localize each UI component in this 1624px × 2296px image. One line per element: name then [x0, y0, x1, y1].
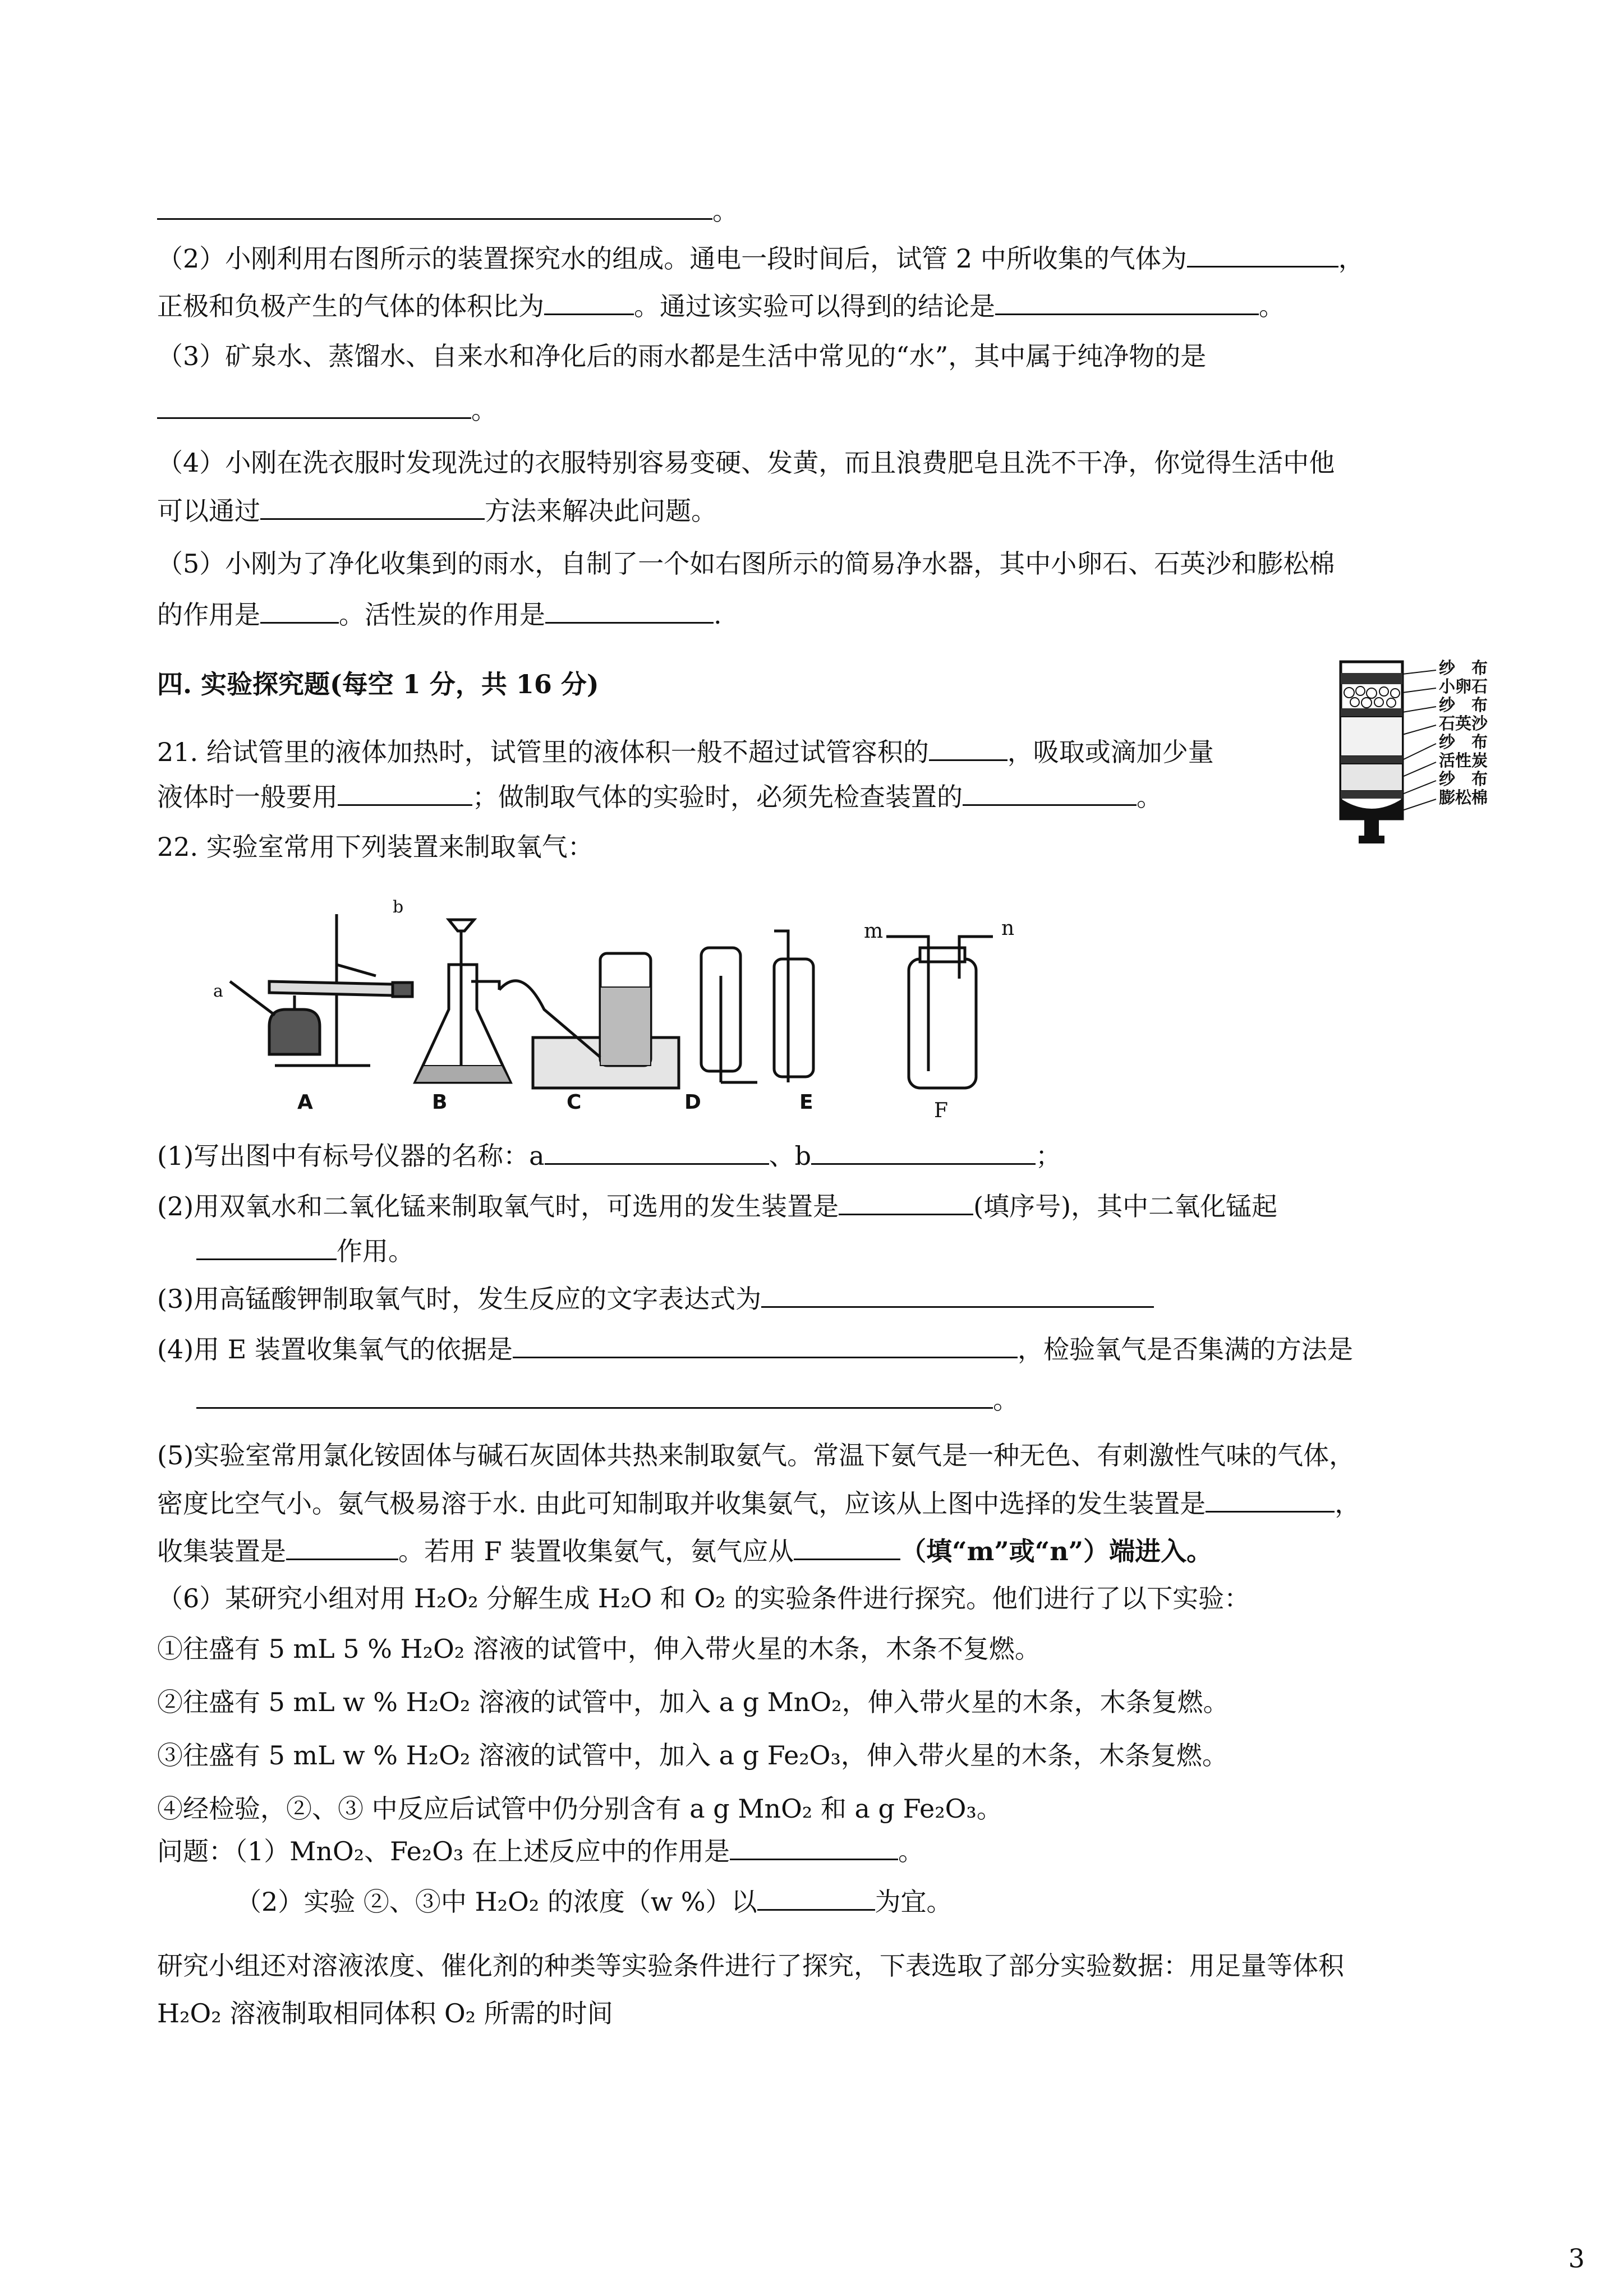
punct: ， [1338, 243, 1364, 274]
question-text: (1)写出图中有标号仪器的名称：a [157, 1141, 545, 1171]
experiment-text: ②往盛有 5 mL w % H₂O₂ 溶液的试管中，加入 a g MnO₂，伸入带火星的木条，木条复燃。 [157, 1687, 1229, 1717]
question-text: 为宜。 [875, 1887, 953, 1917]
mark-a-label: a [213, 981, 223, 1001]
research-line1 [157, 1949, 1344, 1983]
answer-blank[interactable] [811, 1138, 1036, 1165]
answer-blank[interactable] [1206, 1486, 1335, 1513]
question-text: 可以通过 [157, 496, 260, 526]
answer-blank[interactable] [544, 289, 634, 315]
punct: 。 [712, 196, 738, 226]
apparatus-figure [208, 897, 1116, 1133]
q21-line1 [157, 735, 1214, 769]
question-text: 。活性炭的作用是 [339, 600, 545, 630]
q20-part3-line1 [157, 339, 1206, 373]
apparatus-label-A: A [297, 1091, 313, 1114]
mark-b-label: b [393, 897, 404, 917]
answer-blank[interactable] [545, 597, 714, 624]
q20-part2-line2 [157, 289, 1285, 323]
question-text: 的作用是 [157, 600, 260, 630]
question-text: 问题：（1）MnO₂、Fe₂O₃ 在上述反应中的作用是 [157, 1836, 730, 1866]
q20-part5-line2 [157, 597, 722, 631]
punct: 。 [898, 1836, 924, 1866]
answer-blank[interactable] [157, 393, 471, 419]
question-text: ，吸取或滴加少量 [1007, 737, 1214, 767]
filter-label: 纱 布 [1439, 695, 1488, 714]
answer-blank[interactable] [730, 1834, 898, 1860]
punct: ； [1036, 1141, 1062, 1171]
q22-part4-line2 [196, 1382, 1019, 1417]
apparatus-drawing [208, 897, 1116, 1133]
filter-label: 纱 布 [1439, 732, 1488, 751]
filter-label: 小卵石 [1439, 677, 1488, 696]
answer-blank[interactable] [157, 193, 712, 220]
question-text: （填“m”或“n”）端进入。 [900, 1536, 1213, 1566]
experiment-3 [157, 1739, 1228, 1772]
question-text: （5）小刚为了净化收集到的雨水，自制了一个如右图所示的简易净水器，其中小卵石、石英沙和膨松棉 [157, 548, 1335, 579]
question-text: (4)用 E 装置收集氧气的依据是 [157, 1334, 513, 1364]
answer-blank[interactable] [757, 1884, 875, 1911]
filter-label-list [1439, 659, 1488, 807]
question-text: （2）实验 ②、③中 H₂O₂ 的浓度（w %）以 [236, 1887, 757, 1917]
answer-blank[interactable] [963, 780, 1137, 806]
question-text: （2）小刚利用右图所示的装置探究水的组成。通电一段时间后，试管 2 中所收集的气体为 [157, 243, 1187, 274]
paragraph-text: 研究小组还对溶液浓度、催化剂的种类等实验条件进行了探究，下表选取了部分实验数据：用足量等体积 [157, 1951, 1344, 1981]
question-text: 液体时一般要用 [157, 782, 338, 812]
apparatus-label-C: C [567, 1091, 582, 1114]
answer-blank[interactable] [286, 1534, 398, 1560]
experiment-text: ③往盛有 5 mL w % H₂O₂ 溶液的试管中，加入 a g Fe₂O₃，伸入带火星的木条，木条复燃。 [157, 1740, 1228, 1771]
section-title-text: 四. 实验探究题(每空 1 分，共 16 分) [157, 669, 599, 699]
q20-part4-line2 [157, 494, 717, 528]
q22-part5-line2 [157, 1486, 1360, 1520]
q20-part3-line2 [157, 393, 497, 427]
answer-blank[interactable] [196, 1234, 337, 1260]
q22-part2-line1 [157, 1189, 1277, 1223]
question-text: 、b [769, 1141, 812, 1171]
question-text: （4）小刚在洗衣服时发现洗过的衣服特别容易变硬、发黄，而且浪费肥皂且洗不干净，你觉得生活中他 [157, 448, 1335, 478]
question-text: 作用。 [337, 1236, 414, 1266]
question-text: 收集装置是 [157, 1536, 286, 1566]
question-text: 22. 实验室常用下列装置来制取氧气： [157, 832, 594, 862]
question-text: （6）某研究小组对用 H₂O₂ 分解生成 H₂O 和 O₂ 的实验条件进行探究。他们进行了以下实验： [157, 1583, 1250, 1613]
q22-part4-line1 [157, 1332, 1353, 1366]
question-text: 21. 给试管里的液体加热时，试管里的液体积一般不超过试管容积的 [157, 737, 929, 767]
punct: 。 [993, 1385, 1019, 1415]
filter-label: 纱 布 [1439, 658, 1488, 677]
question-text: (填序号)，其中二氧化锰起 [973, 1191, 1278, 1221]
page-number: 3 [1568, 2243, 1585, 2274]
question-text: (5)实验室常用氯化铵固体与碱石灰固体共热来制取氨气。常温下氨气是一种无色、有刺激性气味的气体， [157, 1440, 1355, 1470]
q22-part1 [157, 1138, 1061, 1173]
section-title [157, 667, 599, 701]
mark-m-label: m [864, 920, 884, 943]
question-b [236, 1884, 953, 1919]
paragraph-text: H₂O₂ 溶液制取相同体积 O₂ 所需的时间 [157, 1998, 613, 2028]
q22-part5-line1 [157, 1439, 1355, 1472]
answer-blank[interactable] [761, 1281, 1154, 1308]
answer-blank[interactable] [1187, 241, 1338, 268]
apparatus-label-B: B [432, 1091, 448, 1114]
q20-part5-line1 [157, 547, 1335, 580]
filter-label: 纱 布 [1439, 769, 1488, 789]
q20-part4-line1 [157, 446, 1335, 480]
answer-blank[interactable] [196, 1382, 993, 1409]
question-text: 。若用 F 装置收集氨气，氨气应从 [398, 1536, 794, 1566]
answer-blank[interactable] [929, 735, 1007, 761]
apparatus-label-E: E [799, 1091, 813, 1114]
experiment-4 [157, 1792, 1002, 1825]
question-text: 密度比空气小。氨气极易溶于水. 由此可知制取并收集氨气，应该从上图中选择的发生装置是 [157, 1488, 1206, 1519]
water-filter-figure [1329, 651, 1520, 852]
q20-line-end [157, 193, 738, 228]
apparatus-label-D: D [684, 1091, 701, 1114]
answer-blank[interactable] [338, 780, 472, 806]
experiment-text: ④经检验，②、③ 中反应后试管中仍分别含有 a g MnO₂ 和 a g Fe₂O₃。 [157, 1794, 1002, 1824]
question-text: ；做制取气体的实验时，必须先检查装置的 [472, 782, 963, 812]
mark-n-label: n [1001, 917, 1015, 940]
apparatus-label-F: F [934, 1099, 948, 1122]
answer-blank[interactable] [995, 289, 1259, 315]
research-line2 [157, 1997, 613, 2030]
answer-blank[interactable] [794, 1534, 900, 1560]
q22-intro [157, 830, 594, 864]
punct: . [714, 600, 722, 630]
question-text: ，检验氧气是否集满的方法是 [1017, 1334, 1353, 1364]
q22-part3 [157, 1281, 1154, 1316]
punct: 。 [1137, 782, 1162, 812]
question-text: （3）矿泉水、蒸馏水、自来水和净化后的雨水都是生活中常见的“水”，其中属于纯净物的是 [157, 341, 1207, 371]
question-text: 方法来解决此问题。 [485, 496, 717, 526]
punct: ， [1335, 1488, 1361, 1519]
experiment-1 [157, 1632, 1041, 1666]
punct: 。 [471, 395, 497, 425]
question-text: (3)用高锰酸钾制取氧气时，发生反应的文字表达式为 [157, 1284, 762, 1314]
answer-blank[interactable] [260, 597, 339, 624]
filter-label: 活性炭 [1439, 751, 1488, 770]
q22-part6-intro [157, 1582, 1250, 1615]
experiment-2 [157, 1685, 1229, 1719]
answer-blank[interactable] [260, 494, 485, 520]
q22-part5-line3 [157, 1534, 1212, 1568]
filter-label: 石英沙 [1439, 714, 1488, 733]
q20-part2-line1 [157, 241, 1364, 275]
question-text: (2)用双氧水和二氧化锰来制取氧气时，可选用的发生装置是 [157, 1191, 839, 1221]
question-text: 正极和负极产生的气体的体积比为 [157, 291, 544, 321]
answer-blank[interactable] [839, 1189, 973, 1215]
q22-part2-line2 [196, 1234, 414, 1268]
answer-blank[interactable] [513, 1332, 1018, 1358]
question-text: 。通过该实验可以得到的结论是 [634, 291, 995, 321]
experiment-text: ①往盛有 5 mL 5 % H₂O₂ 溶液的试管中，伸入带火星的木条，木条不复燃。 [157, 1634, 1041, 1664]
filter-label: 膨松棉 [1439, 788, 1488, 807]
punct: 。 [1259, 291, 1285, 321]
answer-blank[interactable] [545, 1138, 769, 1165]
water-filter-drawing [1329, 651, 1520, 852]
q21-line2 [157, 780, 1162, 814]
question-a [157, 1834, 924, 1868]
